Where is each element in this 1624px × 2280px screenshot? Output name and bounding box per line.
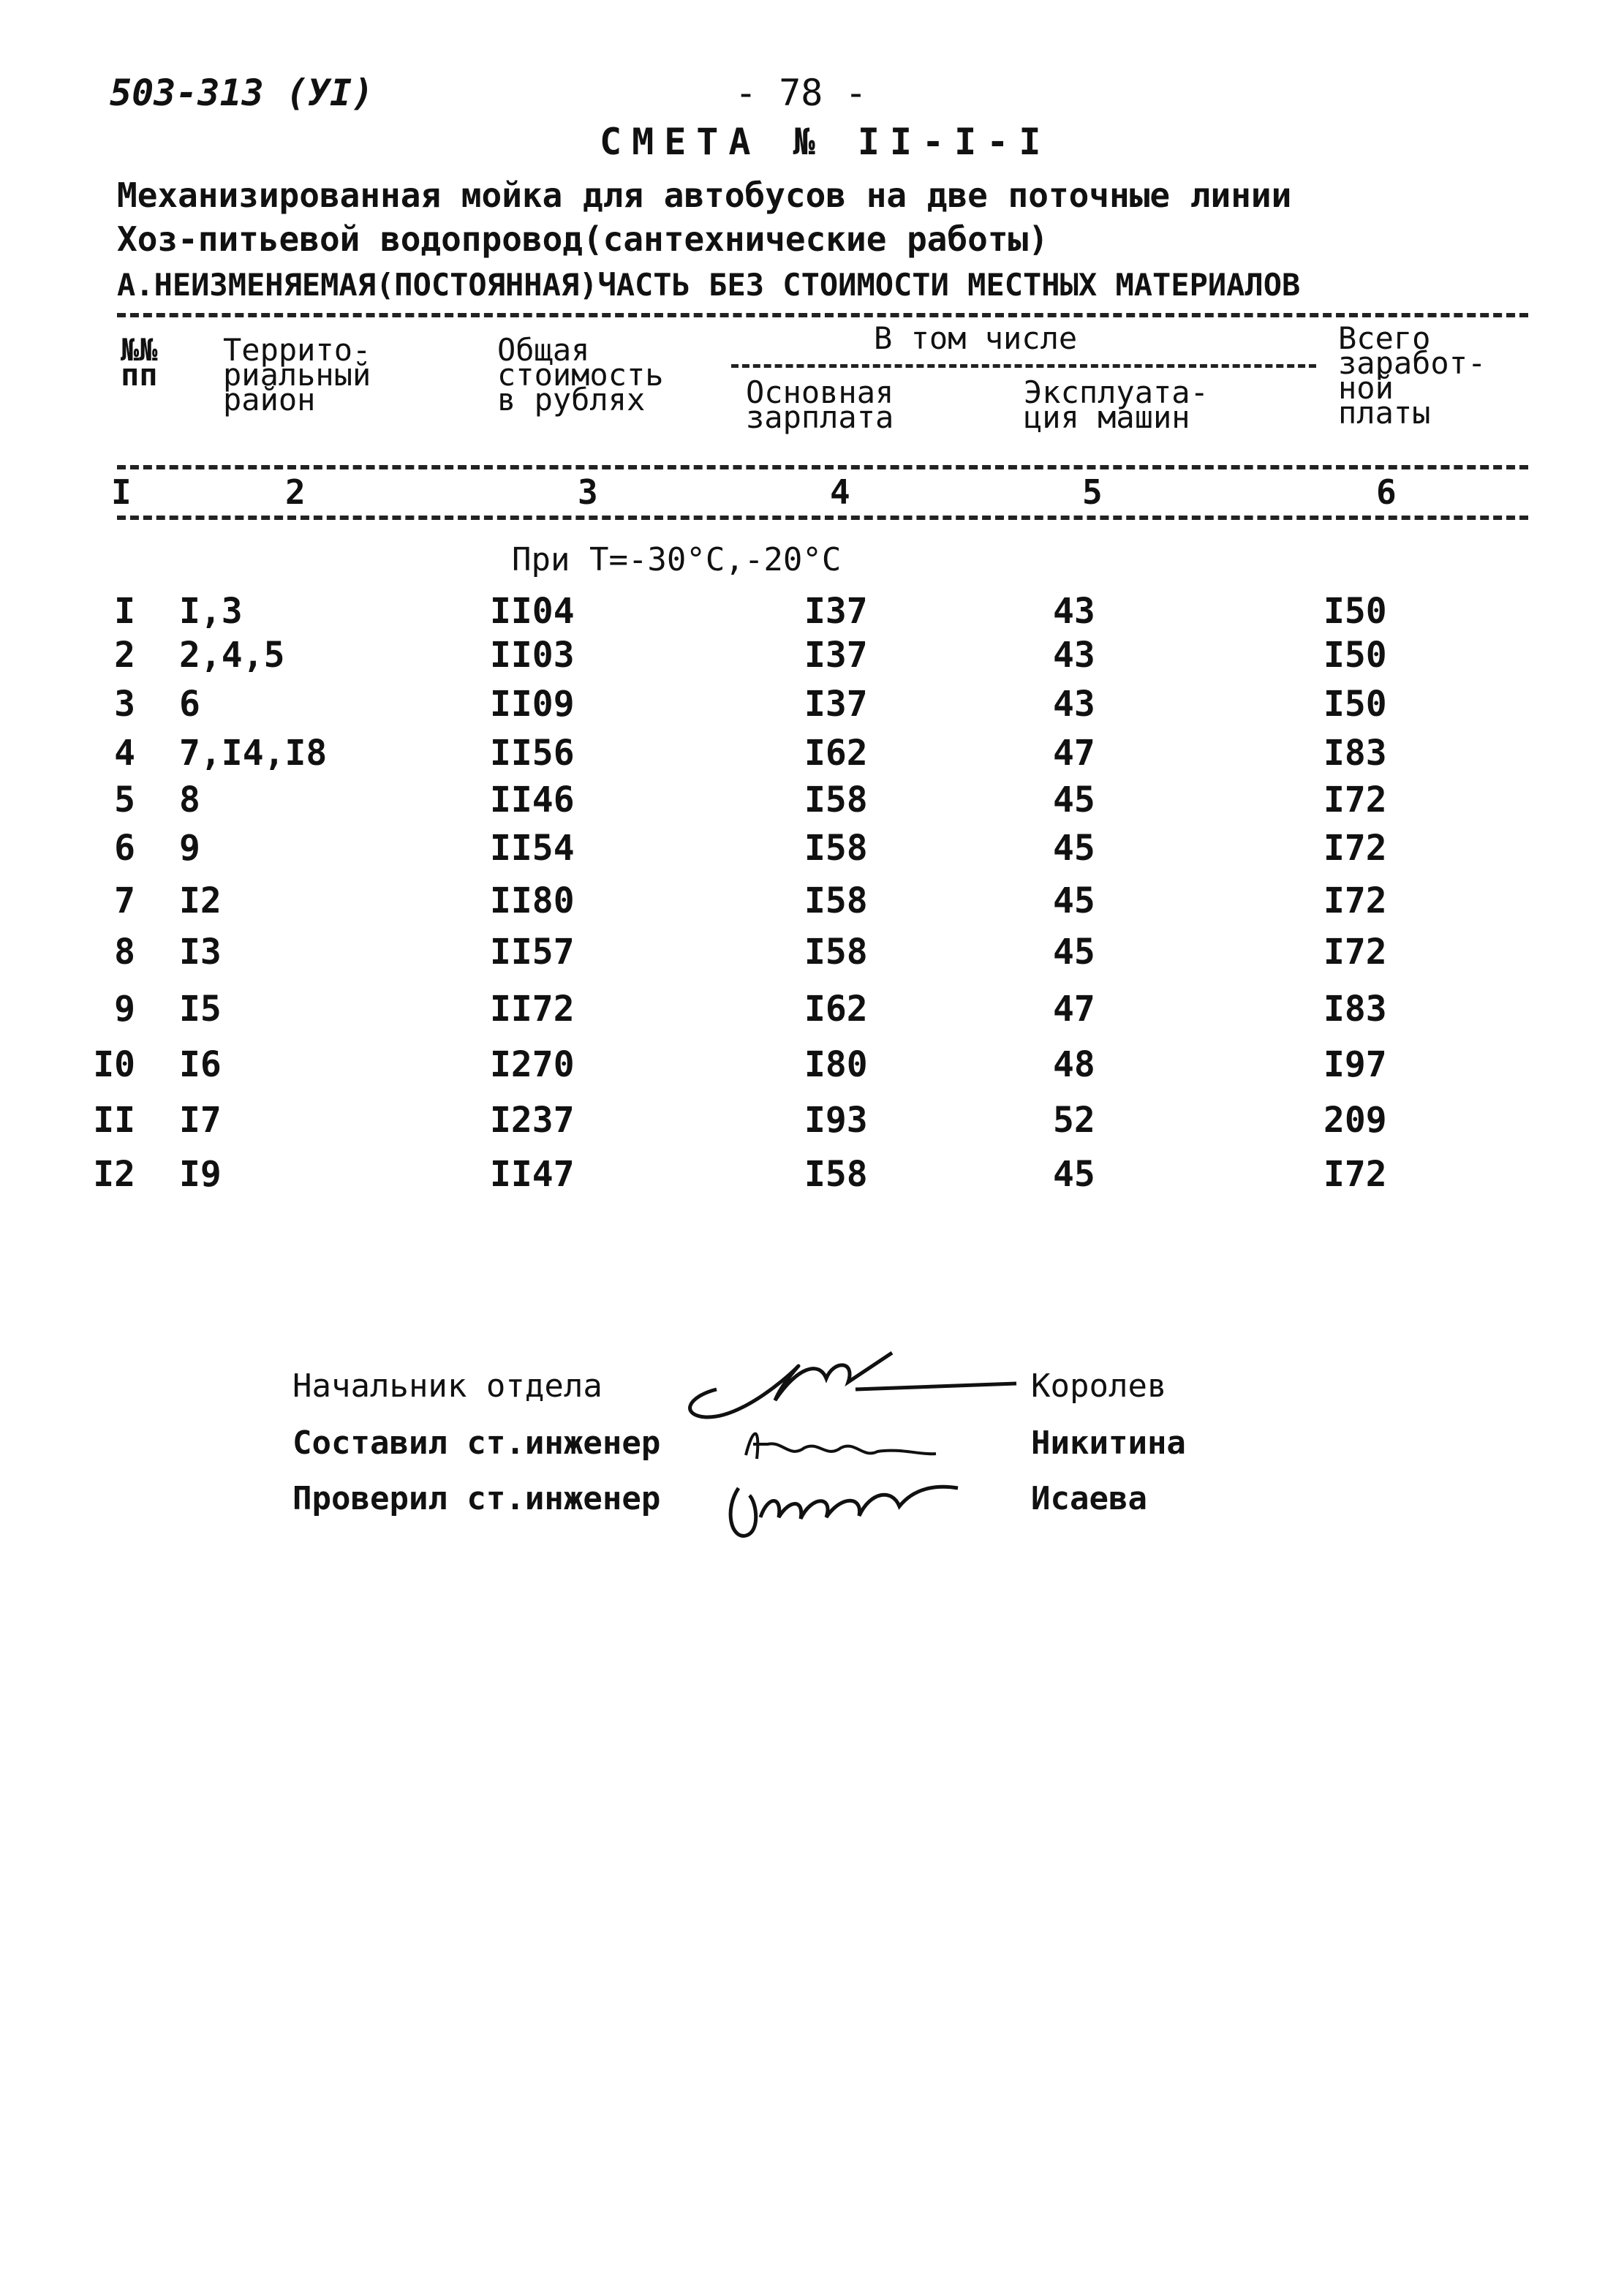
cell-total-cost: II46	[490, 779, 575, 820]
column-number: I	[111, 472, 132, 512]
cell-machine-operation: 43	[1053, 635, 1095, 676]
signature-compiled-handwriting	[739, 1419, 943, 1470]
cell-row-number: I	[114, 591, 135, 632]
cell-base-wages: I93	[804, 1100, 868, 1141]
cell-machine-operation: 45	[1053, 932, 1095, 973]
subtitle-works: Хоз-питьевой водопровод(сантехнические работы)	[117, 219, 1049, 259]
temperature-condition: При Т=-30°С,-20°С	[512, 541, 842, 578]
rule-top	[117, 313, 1528, 317]
signature-head-handwriting	[673, 1338, 1024, 1426]
cell-row-number: 6	[114, 828, 135, 869]
subtitle-object: Механизированная мойка для автобусов на две поточные линии	[117, 175, 1292, 215]
cell-district: I2	[179, 880, 222, 921]
column-number: 3	[578, 472, 598, 512]
header-including: В том числе	[874, 320, 1078, 356]
cell-row-number: II	[93, 1100, 135, 1141]
cell-row-number: 5	[114, 779, 135, 820]
cell-row-number: 9	[114, 989, 135, 1030]
document-code: 503-313 (УI)	[110, 72, 374, 114]
cell-base-wages: I37	[804, 635, 868, 676]
signature-role-compiled: Составил ст.инженер	[292, 1424, 661, 1462]
estimate-title: СМЕТА № II-I-I	[600, 121, 1051, 163]
cell-total-wages: I50	[1323, 684, 1387, 725]
cell-machine-operation: 48	[1053, 1044, 1095, 1085]
cell-total-cost: II56	[490, 733, 575, 774]
signature-role-head: Начальник отдела	[292, 1367, 603, 1405]
cell-district: I,3	[179, 591, 243, 632]
cell-total-wages: 209	[1323, 1100, 1387, 1141]
subtitle-part: А.НЕИЗМЕНЯЕМАЯ(ПОСТОЯННАЯ)ЧАСТЬ БЕЗ СТОИМОСТИ МЕСТНЫХ МАТЕРИАЛОВ	[117, 267, 1301, 303]
header-base-wages: Основная зарплата	[746, 374, 894, 435]
cell-base-wages: I58	[804, 932, 868, 973]
signature-checked-handwriting	[717, 1466, 980, 1547]
cell-base-wages: I58	[804, 1154, 868, 1195]
cell-row-number: 2	[114, 635, 135, 676]
column-number: 4	[830, 472, 850, 512]
cell-total-wages: I72	[1323, 779, 1387, 820]
signature-name-compiled: Никитина	[1031, 1424, 1186, 1462]
cell-total-wages: I50	[1323, 591, 1387, 632]
cell-district: 8	[179, 779, 200, 820]
cell-total-cost: II04	[490, 591, 575, 632]
cell-row-number: 8	[114, 932, 135, 973]
cell-total-wages: I83	[1323, 989, 1387, 1030]
header-machine-operation: Эксплуата- ция машин	[1024, 374, 1209, 435]
cell-total-wages: I72	[1323, 828, 1387, 869]
cell-row-number: I0	[93, 1044, 135, 1085]
cell-total-wages: I97	[1323, 1044, 1387, 1085]
header-total-wages: Всего заработ- ной платы	[1338, 320, 1487, 431]
cell-total-wages: I72	[1323, 880, 1387, 921]
cell-row-number: 7	[114, 880, 135, 921]
header-row-number: №№ пп	[121, 332, 158, 393]
cell-machine-operation: 47	[1053, 989, 1095, 1030]
cell-total-cost: I237	[490, 1100, 575, 1141]
signature-role-checked: Проверил ст.инженер	[292, 1480, 661, 1517]
rule-group	[731, 364, 1316, 368]
cell-machine-operation: 45	[1053, 1154, 1095, 1195]
cell-district: 6	[179, 684, 200, 725]
cell-machine-operation: 43	[1053, 591, 1095, 632]
cell-district: I3	[179, 932, 222, 973]
cell-base-wages: I62	[804, 989, 868, 1030]
cell-district: I9	[179, 1154, 222, 1195]
column-number: 5	[1082, 472, 1103, 512]
cell-machine-operation: 45	[1053, 828, 1095, 869]
cell-row-number: 3	[114, 684, 135, 725]
cell-total-cost: II09	[490, 684, 575, 725]
cell-total-cost: II72	[490, 989, 575, 1030]
cell-base-wages: I58	[804, 880, 868, 921]
cell-base-wages: I58	[804, 828, 868, 869]
cell-total-cost: II54	[490, 828, 575, 869]
cell-total-wages: I72	[1323, 1154, 1387, 1195]
cell-district: I6	[179, 1044, 222, 1085]
rule-numbers-bottom	[117, 516, 1528, 520]
cell-total-cost: I270	[490, 1044, 575, 1085]
header-territorial-district: Террито- риальный район	[223, 332, 371, 418]
cell-base-wages: I37	[804, 684, 868, 725]
rule-header-bottom	[117, 465, 1528, 469]
column-number: 6	[1376, 472, 1397, 512]
page-number: - 78 -	[735, 72, 867, 114]
cell-district: 2,4,5	[179, 635, 285, 676]
cell-machine-operation: 43	[1053, 684, 1095, 725]
cell-row-number: 4	[114, 733, 135, 774]
cell-row-number: I2	[93, 1154, 135, 1195]
column-number: 2	[285, 472, 306, 512]
cell-machine-operation: 47	[1053, 733, 1095, 774]
signature-name-head: Королев	[1031, 1367, 1167, 1405]
cell-total-wages: I72	[1323, 932, 1387, 973]
cell-base-wages: I37	[804, 591, 868, 632]
cell-total-cost: II80	[490, 880, 575, 921]
cell-district: 9	[179, 828, 200, 869]
signature-name-checked: Исаева	[1031, 1480, 1147, 1517]
cell-base-wages: I80	[804, 1044, 868, 1085]
cell-machine-operation: 45	[1053, 779, 1095, 820]
cell-machine-operation: 52	[1053, 1100, 1095, 1141]
cell-total-cost: II03	[490, 635, 575, 676]
cell-total-wages: I50	[1323, 635, 1387, 676]
cell-base-wages: I62	[804, 733, 868, 774]
header-total-cost: Общая стоимость в рублях	[497, 332, 664, 418]
cell-machine-operation: 45	[1053, 880, 1095, 921]
cell-district: 7,I4,I8	[179, 733, 328, 774]
cell-total-wages: I83	[1323, 733, 1387, 774]
cell-total-cost: II57	[490, 932, 575, 973]
cell-district: I7	[179, 1100, 222, 1141]
cell-total-cost: II47	[490, 1154, 575, 1195]
cell-base-wages: I58	[804, 779, 868, 820]
cell-district: I5	[179, 989, 222, 1030]
